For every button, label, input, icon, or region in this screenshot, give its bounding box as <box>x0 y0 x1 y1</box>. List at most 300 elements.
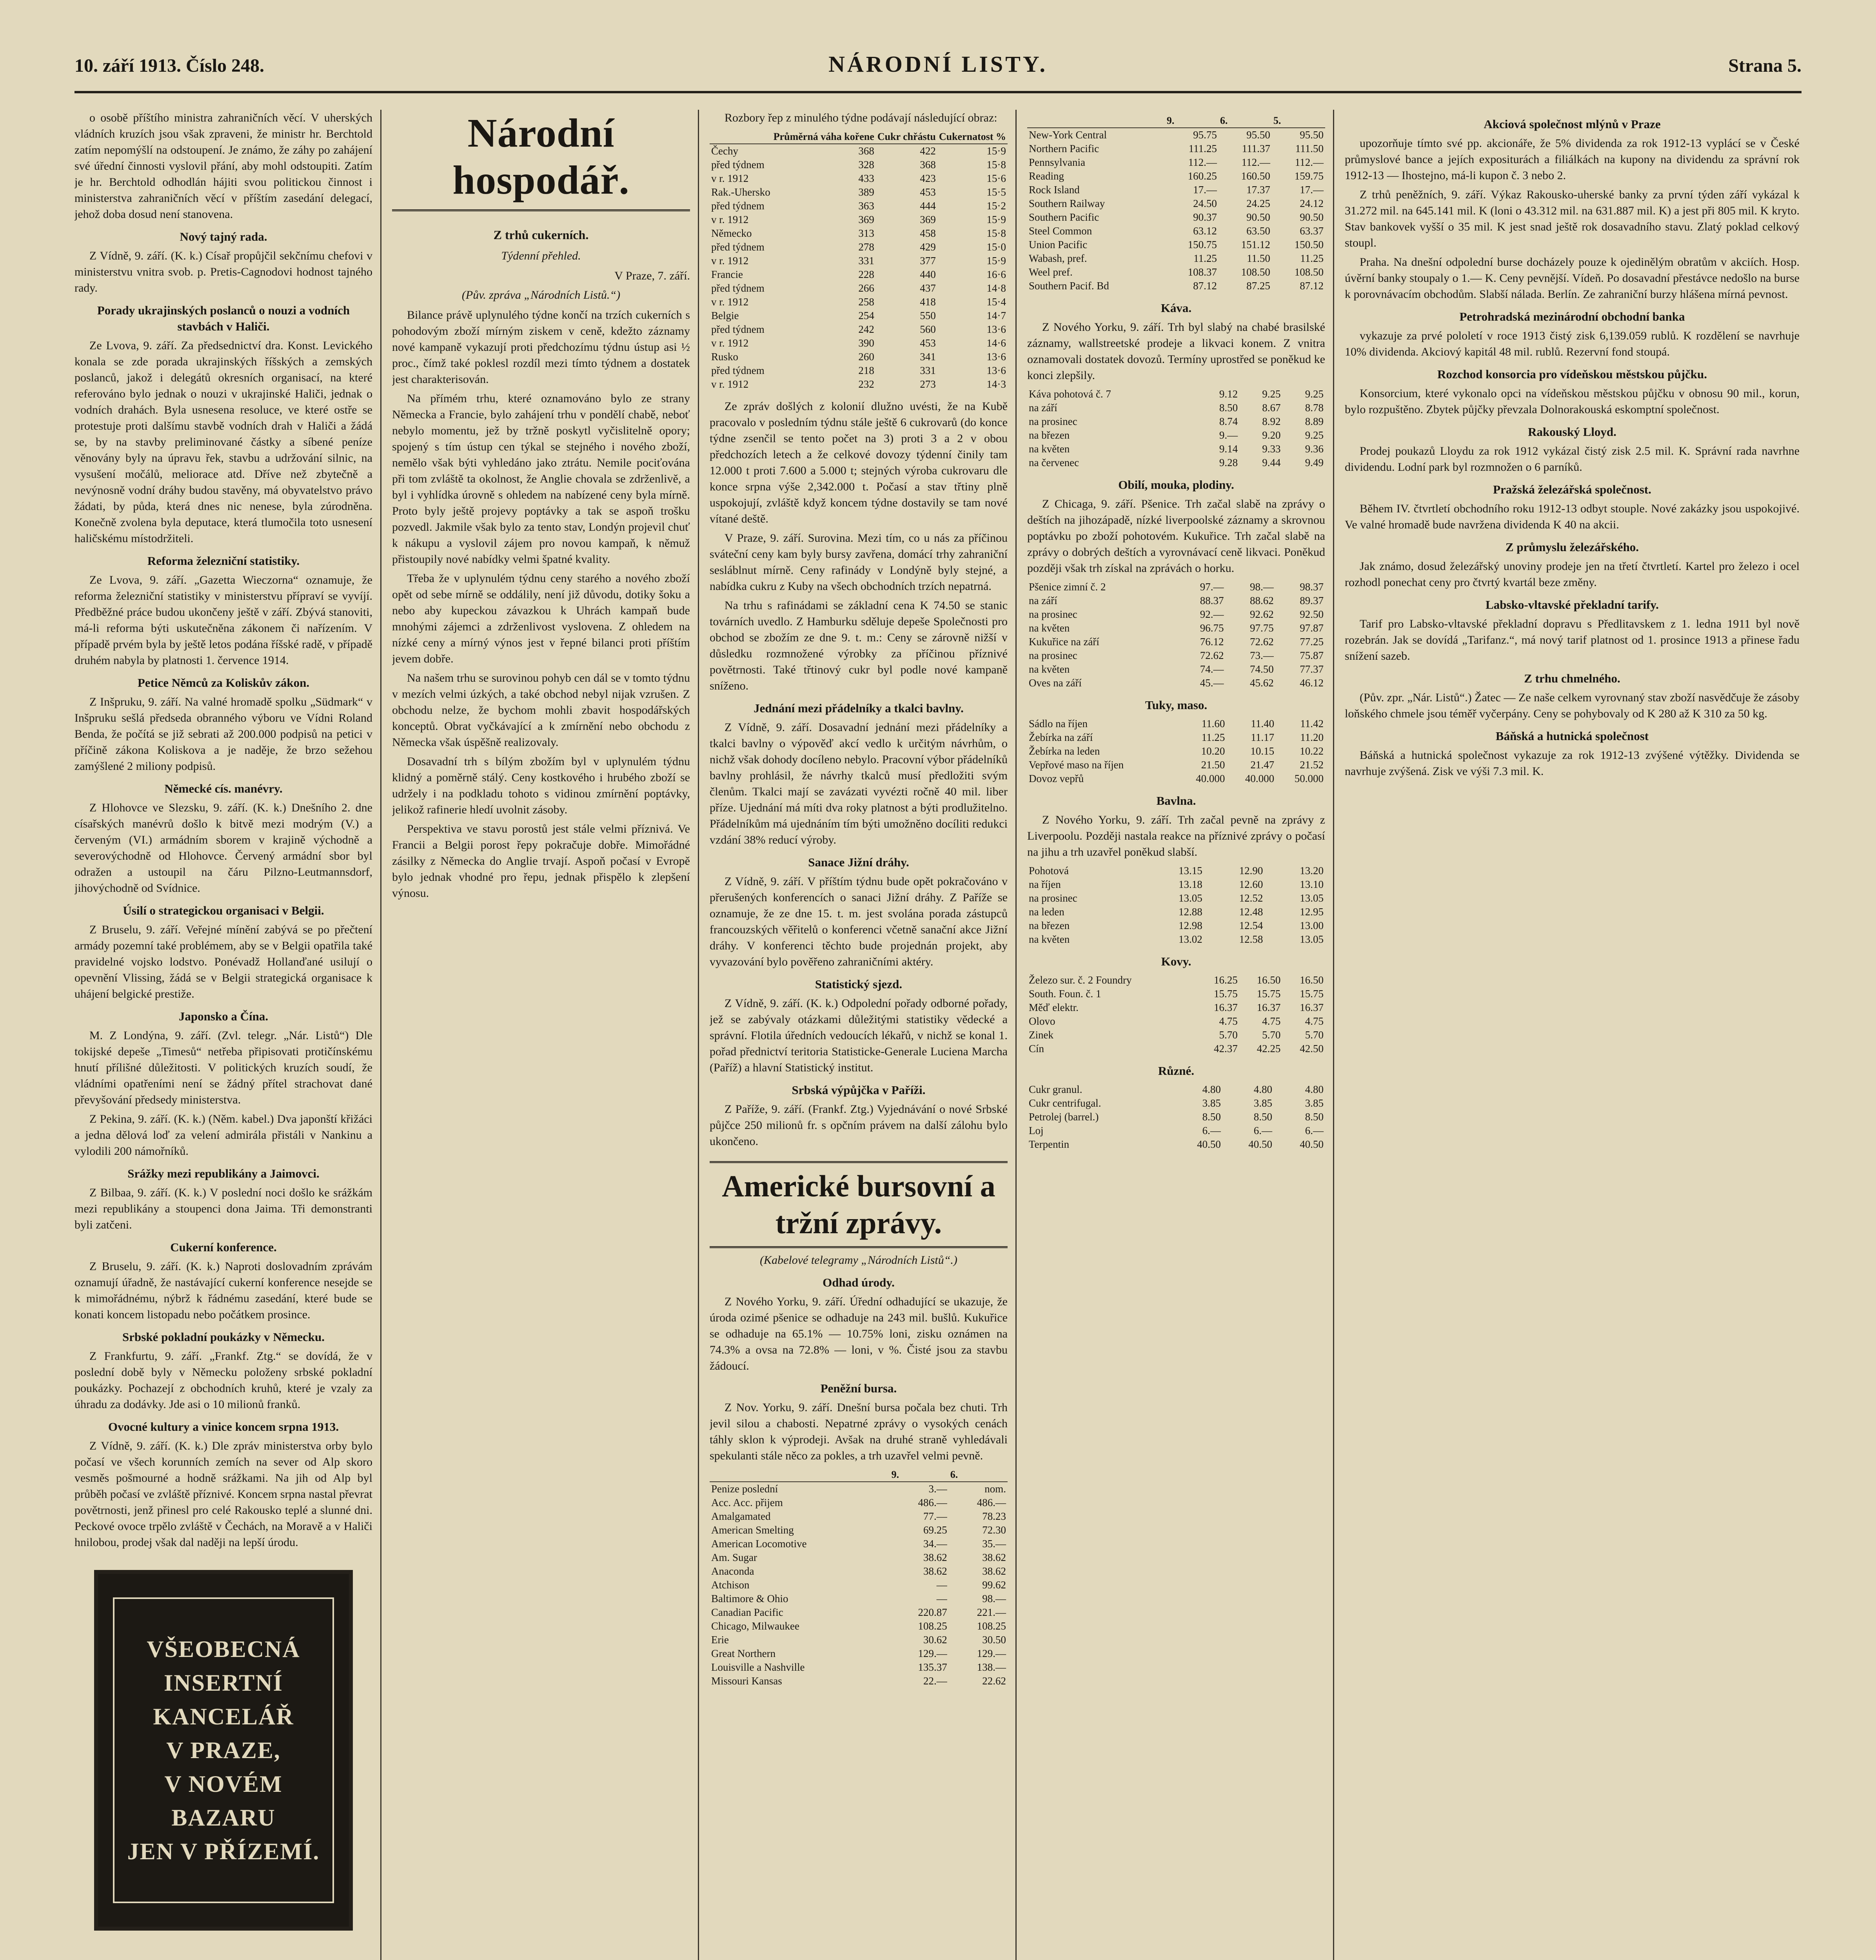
row-label: Pennsylvania <box>1029 156 1085 168</box>
issue-date: 10. září 1913. Číslo 248. <box>74 55 264 76</box>
cell-value: 77.25 <box>1300 636 1324 648</box>
table-row <box>1027 1110 1325 1124</box>
cell-value: 10.22 <box>1300 745 1324 757</box>
cell-value: 40.50 <box>1197 1138 1221 1150</box>
table-row <box>1027 415 1325 428</box>
cell-value: 16.25 <box>1214 974 1238 986</box>
cell-value: 6.— <box>1253 1125 1272 1136</box>
coffee-table <box>1027 387 1325 470</box>
article-paragraph: Z Nového Yorku, 9. září. Trh byl slabý na chabé brasilské záznamy, wallstreetské prodeje a likvaci konem. Z vnitra oznamovali dostatek dovozů. Termíny uprostřed se poněkud ke konci zlepšily. <box>1027 321 1325 382</box>
cell-value: 8.50 <box>1253 1111 1272 1123</box>
row-label: Vepřové maso na říjen <box>1029 759 1124 771</box>
cell-value: nom. <box>984 1483 1006 1495</box>
cell-value: 4.75 <box>1305 1015 1324 1027</box>
cell-value: 13.02 <box>1179 933 1202 945</box>
cell-value: 34.— <box>923 1538 947 1550</box>
cell-value: 13·6 <box>986 351 1006 363</box>
table-row <box>710 254 1008 268</box>
cell-value: 5.70 <box>1305 1029 1324 1041</box>
cell-value: 10.15 <box>1250 745 1275 757</box>
cell-value: 17.37 <box>1246 184 1270 196</box>
cell-value: 11.25 <box>1201 731 1225 743</box>
row-label: na květen <box>1029 663 1070 675</box>
table-row <box>1027 891 1325 905</box>
cell-value: 16·6 <box>986 269 1006 280</box>
cell-value: 42.25 <box>1257 1043 1281 1054</box>
cell-value: 21.47 <box>1250 759 1275 771</box>
cotton-table <box>1027 864 1325 946</box>
ad-line: JEN V PŘÍZEMÍ. <box>127 1838 320 1864</box>
section-heading: Nový tajný rada. <box>180 230 267 243</box>
cell-value: 73.— <box>1250 650 1274 661</box>
cell-value: 129.— <box>977 1648 1006 1659</box>
table-row <box>1027 878 1325 891</box>
table-row <box>1027 169 1325 183</box>
cell-value: 437 <box>920 282 936 294</box>
cell-value: 78.23 <box>982 1510 1006 1522</box>
row-label: Čechy <box>711 145 738 157</box>
row-label: Káva pohotová č. 7 <box>1029 388 1111 400</box>
cell-value: 9.14 <box>1219 443 1238 455</box>
row-label: Rak.-Uhersko <box>711 186 770 198</box>
cell-value: 97.75 <box>1250 622 1274 634</box>
section-heading: Tuky, maso. <box>1145 698 1208 712</box>
table-row <box>710 1523 1008 1537</box>
article-paragraph: Z Vídně, 9. září. (K. k.) Císař propůjčil sekčnímu chefovi v ministerstvu vnitra svob. p. Pretis-Cagnodovi hodnost tajného rady. <box>74 249 372 294</box>
table-row <box>710 1619 1008 1633</box>
cell-value: 95.50 <box>1300 129 1324 141</box>
table-body <box>710 144 1008 391</box>
cell-value: 12.48 <box>1239 906 1263 918</box>
row-label: Francie <box>711 269 743 280</box>
cell-value: 87.12 <box>1193 280 1217 292</box>
row-label: American Smelting <box>711 1524 794 1536</box>
row-label: Penize poslední <box>711 1483 778 1495</box>
cell-value: 4.80 <box>1253 1083 1272 1095</box>
table-row <box>1027 428 1325 442</box>
article-paragraph: Na našem trhu se surovinou pohyb cen dál se v tomto týdnu v mezích velmi úzkých, a také obchod nebyl nijak vzrušen. Z obchodu nelze, že bychom mohli zbavit hospodářských konceptů. Obrat vyčkávající a k zmírnění nebo obchodu z Německa však úspěšně realizovaly. <box>392 671 690 749</box>
row-label: na květen <box>1029 443 1070 455</box>
row-label: Loj <box>1029 1125 1044 1136</box>
cell-value: 89.37 <box>1300 595 1324 606</box>
row-label: Southern Pacific <box>1029 211 1099 223</box>
column-divider <box>698 110 699 1960</box>
cell-value: 108.50 <box>1241 266 1270 278</box>
cell-value: 151.12 <box>1241 239 1270 250</box>
cell-value: 21.52 <box>1300 759 1324 771</box>
cell-value: 30.50 <box>982 1634 1006 1646</box>
column-header: Průměrná váha kořene <box>772 130 876 144</box>
cell-value: 16.37 <box>1257 1002 1281 1013</box>
table-row <box>1027 1042 1325 1056</box>
section-heading: Akciová společnost mlýnů v Praze <box>1484 117 1661 131</box>
table-row <box>1027 649 1325 662</box>
cell-value: 77.— <box>923 1510 947 1522</box>
cell-value: 13.18 <box>1179 878 1202 890</box>
row-label: Cín <box>1029 1043 1044 1054</box>
cell-value: 11.20 <box>1300 731 1324 743</box>
section-heading: Jednání mezi přádelníky a tkalci bavlny. <box>754 701 964 715</box>
column-header <box>710 130 772 144</box>
column-header <box>710 1468 890 1482</box>
table-header-row <box>1027 114 1325 128</box>
cell-value: 8.78 <box>1305 402 1324 414</box>
column-divider <box>1015 110 1017 1960</box>
row-label: před týdnem <box>711 241 765 253</box>
section-heading: Ovocné kultury a vinice koncem srpna 1913. <box>108 1420 339 1434</box>
section-heading: Cukerní konference. <box>170 1240 277 1254</box>
column-4 <box>1027 110 1325 1960</box>
cell-value: 15.75 <box>1214 988 1238 1000</box>
row-label: New-York Central <box>1029 129 1107 141</box>
cell-value: 254 <box>858 310 874 321</box>
cell-value: 8.92 <box>1262 416 1281 427</box>
header-rule <box>74 91 1802 93</box>
cell-value: 5.70 <box>1262 1029 1281 1041</box>
cell-value: 15·4 <box>986 296 1006 308</box>
cell-value: 3.— <box>928 1483 947 1495</box>
cell-value: 14·8 <box>986 282 1006 294</box>
page-header <box>74 51 1802 86</box>
cell-value: 15·9 <box>986 214 1006 225</box>
row-label: Union Pacific <box>1029 239 1088 250</box>
row-label: na květen <box>1029 933 1070 945</box>
cell-value: 8.50 <box>1219 402 1238 414</box>
cell-value: 3.85 <box>1202 1097 1221 1109</box>
row-label: na leden <box>1029 906 1064 918</box>
section-heading: Z trhu chmelného. <box>1524 671 1620 685</box>
row-label: Rock Island <box>1029 184 1080 196</box>
cell-value: 6.— <box>1202 1125 1221 1136</box>
column-3 <box>710 110 1008 1960</box>
row-label: na červenec <box>1029 457 1079 468</box>
cell-value: 9.12 <box>1219 388 1238 400</box>
cell-value: 87.25 <box>1246 280 1270 292</box>
row-label: před týdnem <box>711 282 765 294</box>
cell-value: 12.95 <box>1300 906 1324 918</box>
row-label: Sádlo na říjen <box>1029 718 1088 730</box>
table-row <box>1027 197 1325 211</box>
cell-value: 98.— <box>982 1593 1006 1604</box>
cell-value: 97.87 <box>1300 622 1324 634</box>
cell-value: 96.75 <box>1200 622 1224 634</box>
cell-value: 15·6 <box>986 172 1006 184</box>
cell-value: 90.37 <box>1193 211 1217 223</box>
lead-paragraph: o osobě příštího ministra zahraničních věcí. V uherských vládních kruzích jsou však zpraveni, že ministr hr. Berchtold zatím nepomýšlí na odstoupení. Je známo, že záhy po zahájení své úřední činnosti vyslovil přání, aby mohl odstoupiti. Zatím je hr. Berchtold odhodlán hájiti svou politickou činnost i ministerstva zahraničních věcí v příštím zasedání delegací, jehož doba dosud není stanovena. <box>74 111 372 221</box>
cell-value: 8.50 <box>1305 1111 1324 1123</box>
table-row <box>1027 442 1325 456</box>
cell-value: 72.62 <box>1200 650 1224 661</box>
table-row <box>710 227 1008 240</box>
cell-value: 12.58 <box>1239 933 1263 945</box>
cell-value: 63.37 <box>1300 225 1324 237</box>
table-row <box>1027 758 1325 772</box>
table-row <box>1027 717 1325 731</box>
cell-value: 46.12 <box>1300 677 1324 689</box>
table-row <box>710 144 1008 158</box>
row-label: na prosinec <box>1029 892 1077 904</box>
cell-value: 45.62 <box>1250 677 1274 689</box>
grain-table <box>1027 580 1325 690</box>
article-subtitle: Týdenní přehled. <box>501 249 581 262</box>
cell-value: 12.52 <box>1239 892 1263 904</box>
misc-table <box>1027 1083 1325 1151</box>
section-heading: Petrohradská mezinárodní obchodní banka <box>1459 310 1685 323</box>
cell-value: 433 <box>858 172 874 184</box>
cell-value: 24.50 <box>1193 198 1217 209</box>
cell-value: 369 <box>858 214 874 225</box>
article-paragraph: Bilance právě uplynulého týdne končí na trzích cukerních s pohodovým zboží mírným ziskem v ceně, kdežto záznamy nové kampaně vykazují proti předchozímu týdnu ústup asi ½ proc., čímž také poklesl rozdíl mezi tímto týdnem a dostatek jest charakterisován. <box>392 309 690 386</box>
cell-value: 11.60 <box>1201 718 1225 730</box>
table-row <box>1027 128 1325 142</box>
row-label: South. Foun. č. 1 <box>1029 988 1101 1000</box>
table-row <box>1027 676 1325 690</box>
table-row <box>710 336 1008 350</box>
table-row <box>1027 224 1325 238</box>
cell-value: 218 <box>858 365 874 376</box>
cell-value: 13.00 <box>1300 920 1324 931</box>
table-row <box>710 172 1008 185</box>
article-paragraph: Jak známo, dosud železářský unoviny prodeje jen na třetí čtvrtletí. Kartel pro železo i ocel rozhodl ponechat ceny pro čtvrtý kvartál beze změny. <box>1345 560 1800 589</box>
article-title: Z trhů cukerních. <box>493 228 589 242</box>
cell-value: 486.— <box>977 1497 1006 1508</box>
cell-value: 266 <box>858 282 874 294</box>
cell-value: 90.50 <box>1246 211 1270 223</box>
cell-value: 111.25 <box>1188 143 1217 154</box>
advertisement-box <box>94 1570 353 1931</box>
section-heading: Srážky mezi republikány a Jaimovci. <box>127 1167 320 1180</box>
cell-value: 9.49 <box>1305 457 1324 468</box>
table-row <box>710 240 1008 254</box>
cell-value: 74.50 <box>1250 663 1274 675</box>
row-label: v r. 1912 <box>711 172 749 184</box>
table-row <box>710 1510 1008 1523</box>
cell-value: 9.36 <box>1305 443 1324 455</box>
row-label: Cukr granul. <box>1029 1083 1082 1095</box>
row-label: na březen <box>1029 429 1070 441</box>
table-row <box>1027 1124 1325 1138</box>
cell-value: 9.25 <box>1305 429 1324 441</box>
cell-value: 9.33 <box>1262 443 1281 455</box>
cell-value: 6.— <box>1305 1125 1324 1136</box>
article-paragraph: Z Nového Yorku, 9. září. Úřední odhadující se ukazuje, že úroda ozimé pšenice se odhaduje na 243 mil. bušlů. Kukuřice se odhaduje na 65.1% — 10.75% loni, zisku oznámen na 74.3% a ovsa na 72.8% — loni, v %. Čisté jsou za stavbu žádoucí. <box>710 1295 1008 1372</box>
table-row <box>1027 580 1325 594</box>
row-label: v r. 1912 <box>711 337 749 349</box>
cell-value: 9.25 <box>1305 388 1324 400</box>
cell-value: 10.20 <box>1201 745 1225 757</box>
article-paragraph: Z Nového Yorku, 9. září. Trh začal pevně na zprávy z Liverpoolu. Později nastala reakce na příznivé zprávy o počasí na jihu a trh uzavřel poněkud slabší. <box>1027 813 1325 858</box>
cell-value: 21.50 <box>1201 759 1225 771</box>
row-label: Am. Sugar <box>711 1552 757 1563</box>
section-heading: Různé. <box>1158 1064 1195 1078</box>
article-paragraph: Z Chicaga, 9. září. Pšenice. Trh začal slabě na zprávy o deštích na jihozápadě, nízké liverpoolské záznamy a skrovnou poptávku po zboží pohotovém. Kukuřice. Trh začal slabě na zprávy o dobrých deštích a vyrovnávací ceně likvaci. Poněkud později však trh získal na zprávách o horku. <box>1027 497 1325 575</box>
row-label: Pohotová <box>1029 865 1069 877</box>
row-label: Wabash, pref. <box>1029 252 1087 264</box>
section-heading: Statistický sjezd. <box>815 977 903 991</box>
article-paragraph: V Praze, 9. září. Surovina. Mezi tím, co u nás za příčinou sváteční ceny kam byly bursy zavřena, domácí trhy zahraniční sesláblnut mírně. Ceny rafinády v Londýně byly stejné, a nabídka cukru z Kuby na všech obchodních trzích nepatrná. <box>710 532 1008 593</box>
cell-value: 30.62 <box>923 1634 947 1646</box>
table-row <box>1027 1028 1325 1042</box>
cell-value: 9.25 <box>1262 388 1281 400</box>
row-label: Acc. Acc. přijem <box>711 1497 783 1508</box>
cell-value: 453 <box>920 337 936 349</box>
table-row <box>710 295 1008 309</box>
article-paragraph: Z trhů peněžních, 9. září. Výkaz Rakousko-uherské banky za první týden září vykázal k 31.272 mil. na 645.141 mil. K (loni o 43.312 mil. na 631.887 mil. K) a jest při 805 mil. K kryto. Stav bankovek vyšší o 35 mil. K jest snad ještě rok dosavadního stavu. Zlatý poklad celkový stoupl. <box>1345 188 1800 249</box>
section-heading: Odhad úrody. <box>823 1276 895 1289</box>
table-row <box>710 377 1008 391</box>
cell-value: 3.85 <box>1305 1097 1324 1109</box>
table-row <box>710 1647 1008 1661</box>
column-5 <box>1345 110 1800 1960</box>
cell-value: 12.90 <box>1239 865 1263 877</box>
row-label: před týdnem <box>711 365 765 376</box>
table-row <box>710 268 1008 281</box>
cell-value: 368 <box>920 159 936 171</box>
cell-value: 11.25 <box>1300 252 1324 264</box>
table-row <box>1027 1001 1325 1014</box>
row-label: v r. 1912 <box>711 214 749 225</box>
metals-table <box>1027 973 1325 1056</box>
cell-value: 16.37 <box>1300 1002 1324 1013</box>
cell-value: 12.98 <box>1179 920 1202 931</box>
cell-value: 15·9 <box>986 145 1006 157</box>
table-row <box>710 1633 1008 1647</box>
table-row <box>1027 1014 1325 1028</box>
article-paragraph: Z Inšpruku, 9. září. Na valné hromadě spolku „Südmark“ v Inšpruku sešlá předseda obranného výboru ve Vídni Roland Benda, že počítá se již sebrati až 200.000 podpisů na petici v příčině zákona Koliskova a je naděje, že brzo sežehou zamýšlené 2 miliony podpisů. <box>74 695 372 773</box>
section-heading: Reforma železniční statistiky. <box>147 554 300 568</box>
cell-value: 92.62 <box>1250 608 1274 620</box>
table-body <box>1027 387 1325 470</box>
cell-value: 15·8 <box>986 227 1006 239</box>
table-row <box>1027 211 1325 224</box>
cell-value: 331 <box>858 255 874 267</box>
cell-value: 429 <box>920 241 936 253</box>
cell-value: 22.— <box>923 1675 947 1687</box>
cell-value: 15·0 <box>986 241 1006 253</box>
table-row <box>1027 744 1325 758</box>
table-row <box>1027 635 1325 649</box>
cell-value: 369 <box>920 214 936 225</box>
advertisement-frame <box>113 1597 334 1903</box>
row-label: Weel pref. <box>1029 266 1073 278</box>
table-row <box>710 1592 1008 1606</box>
row-label: American Locomotive <box>711 1538 807 1550</box>
table-row <box>710 1564 1008 1578</box>
row-label: Southern Railway <box>1029 198 1105 209</box>
cell-value: 13.05 <box>1179 892 1202 904</box>
row-label: Louisville a Nashville <box>711 1661 805 1673</box>
section-masthead: Americké bursovní a tržní zprávy. <box>710 1161 1008 1248</box>
cell-value: 88.37 <box>1200 595 1224 606</box>
cell-value: 22.62 <box>982 1675 1006 1687</box>
cell-value: 16.50 <box>1300 974 1324 986</box>
table-row <box>1027 238 1325 252</box>
cell-value: 341 <box>920 351 936 363</box>
section-heading: Srbské pokladní poukázky v Německu. <box>122 1330 325 1344</box>
article-paragraph: Třeba že v uplynulém týdnu ceny starého a nového zboží opět od sebe mírně se oddálily, není již důvodu, dotiky šoku a nebo aby kupeckou závazkou k Uhrách kampaň bude mnohými zájemci a zdrženlivost vyslovena. Z ohledem na nízké ceny a mírný výnos jest v řepné bilanci proti příštím jevem dobře. <box>392 572 690 665</box>
cell-value: 418 <box>920 296 936 308</box>
article-paragraph: Tarif pro Labsko-vltavské překladní dopravu s Předlitavskem z 1. ledna 1911 byl nově rozebrán. Jak se dovídá „Tarifanz.“, má nový tarif platnost od 1. prosince 1913 a přinese řadu snížení sazeb. <box>1345 617 1800 662</box>
cell-value: 422 <box>920 145 936 157</box>
cell-value: 458 <box>920 227 936 239</box>
column-header: Cukernatost % <box>937 130 1008 144</box>
article-paragraph: Na přímém trhu, které oznamováno bylo ze strany Německa a Francie, bylo zahájení trhu v pondělí chabě, neboť nebylo momentu, jež by tržně poskytl vyčislitelně opory; spojený s tím ústup cen týkal se stejného i nového zboží, nemělo však býti vyhledáno jako ztrátu. Nemile pociťována při tom zvláště ta okolnost, že Anglie chovala se zdrženlivě, a byl i vyhlídka úrovně s ohledem na nabízené ceny byla mírně. Proto byly ještě projevy poptávky a tak se aspoň trošku pozvedl. Jakmile však bylo za tento stav, Londýn projevil chuť k nákupu a vyslovil zájem pro novou kampaň, k němuž přistoupily nové nabídky velmi špatné kvality. <box>392 392 690 566</box>
row-label: Petrolej (barrel.) <box>1029 1111 1099 1123</box>
column-divider <box>1333 110 1334 1960</box>
table-row <box>710 1496 1008 1510</box>
cell-value: 112.— <box>1188 156 1217 168</box>
table-row <box>710 213 1008 227</box>
article-paragraph: Praha. Na dnešní odpolední burse docházely pouze k ojedinělým obratům v akciích. Hosp. úvěrní banky stoupaly o 1.— K. Ceny pevnější. Vídeň. Po dosavadní přestávce nedošlo na burse k porovnávacím obchodům. Slabší nálada. Berlín. Ze zahraniční burzy hlášena mírná pevnost. <box>1345 256 1800 301</box>
row-label: Southern Pacif. Bd <box>1029 280 1109 292</box>
table-header-row <box>710 1468 1008 1482</box>
article-paragraph: Z Bruselu, 9. září. (K. k.) Naproti doslovadním zprávám oznamují úřadně, že nastávající cukerní konference nesejde se k mimořádnému, nýbrž k řádnému zasedání, které bude se konati koncem listopadu nebo počátkem prosince. <box>74 1260 372 1321</box>
section-heading: Japonsko a Čína. <box>178 1009 269 1023</box>
cell-value: 38.62 <box>923 1552 947 1563</box>
stock-quotes-table <box>710 1468 1008 1688</box>
table-row <box>1027 662 1325 676</box>
row-label: Cukr centrifugal. <box>1029 1097 1101 1109</box>
column-divider <box>380 110 381 1960</box>
row-label: na prosinec <box>1029 608 1077 620</box>
cell-value: 14·7 <box>986 310 1006 321</box>
cell-value: 16.37 <box>1214 1002 1238 1013</box>
cell-value: 45.— <box>1200 677 1224 689</box>
cell-value: 92.— <box>1200 608 1224 620</box>
section-heading: Rakouský Lloyd. <box>1528 425 1616 439</box>
row-label: Great Northern <box>711 1648 776 1659</box>
table-row <box>710 309 1008 323</box>
row-label: Olovo <box>1029 1015 1055 1027</box>
cell-value: 35.— <box>982 1538 1006 1550</box>
cell-value: 242 <box>858 323 874 335</box>
article-paragraph: Konsorcium, které vykonalo opci na vídeňskou městskou půjčku v obnosu 90 mil., korun, bylo rozpuštěno. Zbytek půjčky převzala Dolnorakouská eskomptní společnost. <box>1345 387 1800 416</box>
row-label: Železo sur. č. 2 Foundry <box>1029 974 1132 986</box>
cell-value: 13.20 <box>1300 865 1324 877</box>
article-paragraph: Ze Lvova, 9. září. „Gazetta Wieczorna“ oznamuje, že reforma železniční statistiky v ministerstvu přípraví se vyvíjí. Předběžné práce budou ukončeny ještě v září. Zbývá stanoviti, má-li reforma býti uskutečněna zákonem či nařízením. V případě prvém byla by ještě letos podána říšské radě, v případě druhém nabyla by platnosti 1. července 1914. <box>74 573 372 667</box>
section-heading: Úsilí o strategickou organisaci v Belgii. <box>123 904 324 917</box>
row-label: Žebírka na leden <box>1029 745 1100 757</box>
cell-value: 9.44 <box>1262 457 1281 468</box>
column-header: 5. <box>1272 114 1325 128</box>
section-heading: Kovy. <box>1161 955 1191 968</box>
cell-value: 444 <box>920 200 936 212</box>
row-label: Zinek <box>1029 1029 1053 1041</box>
article-paragraph: Ze Lvova, 9. září. Za předsednictví dra. Konst. Levického konala se zde porada ukrajinských říšských a zemských poslanců, jakož i delegátů okresních organisací, na které referováno bylo jednak o nouzi v ukrajinské Haliči, jednak o vodních drahách. Byla usnesena resoluce, ve které ostře se protestuje proti dalšímu stavbě vodních drah v Haliči a žádá se, by na stavby preliminované částky a síbené peníze věnovány byly na úpravu řek, stavbu a udržování silnic, na vysušení močálů, meliorace atd. Dříve než zbytečně a nevýnosně vodní dráhy budou stavěny, má obyvatelstvo právo žádati, by půda, která dnes nic nenese, byla zúrodněna. Konečně zvolena byla deputace, která tlumočila toto usnesení haličskému místodržiteli. <box>74 339 372 545</box>
section-heading: Z průmyslu železářského. <box>1505 540 1639 554</box>
cell-value: 112.— <box>1241 156 1270 168</box>
row-label: před týdnem <box>711 200 765 212</box>
cell-value: 15·8 <box>986 159 1006 171</box>
cell-value: 138.— <box>977 1661 1006 1673</box>
article-paragraph: Perspektiva ve stavu porostů jest stále velmi příznivá. Ve Francii a Belgii porost řepy pokračuje dobře. Mimořádné zásilky z Německa do Anglie trvají. Aspoň počasí v Evropě bylo jednak vhodné pro řepu, jednak přispělo k zlepšení výnosu. <box>392 822 690 900</box>
cell-value: 159.75 <box>1294 170 1324 182</box>
cell-value: 440 <box>920 269 936 280</box>
cell-value: 9.20 <box>1262 429 1281 441</box>
table-body <box>1027 864 1325 946</box>
cell-value: 228 <box>858 269 874 280</box>
table-row <box>710 364 1008 377</box>
cell-value: 8.67 <box>1262 402 1281 414</box>
row-label: na květen <box>1029 622 1070 634</box>
table-body <box>1027 1083 1325 1151</box>
row-label: Kukuřice na září <box>1029 636 1099 648</box>
cell-value: 14·3 <box>986 378 1006 390</box>
table-row <box>1027 919 1325 933</box>
section-heading: Káva. <box>1160 301 1192 315</box>
railroad-stocks-table <box>1027 114 1325 293</box>
article-paragraph: Z Vídně, 9. září. (K. k.) Odpolední pořady odborné pořady, jež se zabývaly otázkami důležitými statistiky vědecké a správní. Flotila úředních vedoucích lékařů, v nichž se konal 1. pořad přednictví teritoria Statisticke-Generale Luciena Marcha (Paříž) a hlavní Statistický institut. <box>710 997 1008 1074</box>
